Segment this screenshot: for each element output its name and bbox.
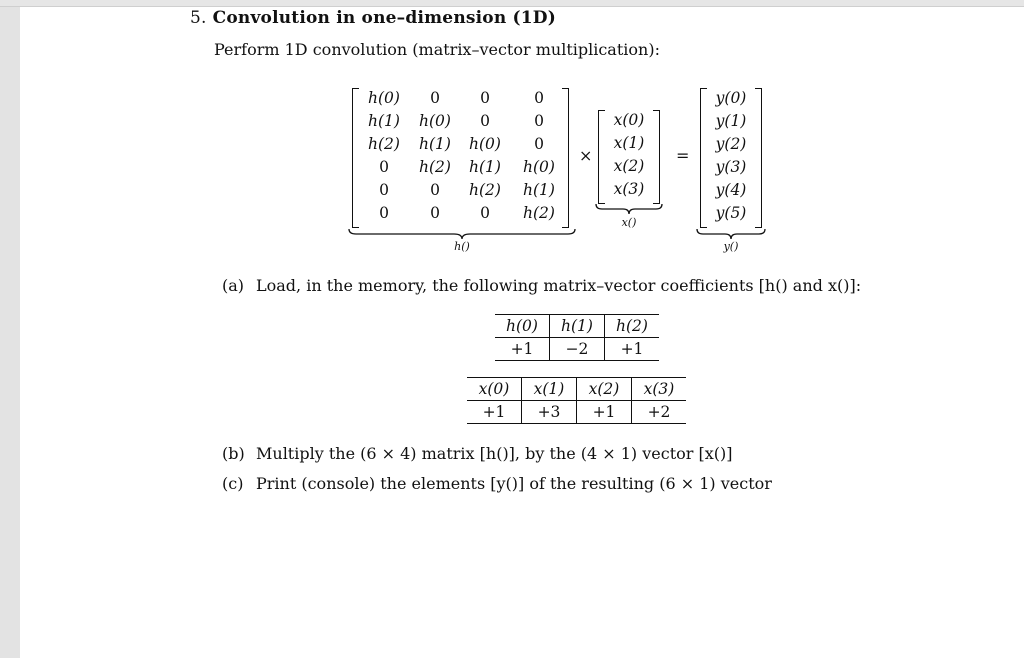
item-b xyxy=(222,444,733,463)
h-matrix-cell: h(2) xyxy=(523,204,555,222)
h-matrix-cell: 0 xyxy=(430,204,440,222)
h-matrix-cell: 0 xyxy=(379,181,389,199)
h-matrix-cell: 0 xyxy=(430,89,440,107)
times-symbol: × xyxy=(579,146,593,165)
h-matrix-cell: h(2) xyxy=(469,181,501,199)
y-underbrace xyxy=(696,228,766,238)
h-matrix-cell: 0 xyxy=(480,112,490,130)
y-label: y() xyxy=(723,240,739,253)
h-matrix-cell: 0 xyxy=(480,89,490,107)
h-matrix-cell: 0 xyxy=(430,181,440,199)
h-matrix-cell: h(0) xyxy=(419,112,451,130)
x-table-value: +2 xyxy=(632,401,687,424)
item-c-text: Print (console) the elements [y()] of the resulting (6 × 1) vector xyxy=(256,474,772,493)
h-matrix-cell: 0 xyxy=(534,112,544,130)
x-table-value: +1 xyxy=(467,401,522,424)
x-table-header-row xyxy=(467,378,686,401)
h-matrix-cell: 0 xyxy=(379,158,389,176)
h-matrix-cell: h(2) xyxy=(368,135,400,153)
x-table-value: +3 xyxy=(522,401,577,424)
y-vector-cell: y(1) xyxy=(715,112,747,130)
h-matrix-cell: h(1) xyxy=(419,135,451,153)
y-vector xyxy=(700,88,762,228)
h-label: h() xyxy=(454,240,470,253)
x-vector xyxy=(598,110,660,204)
h-table-value: +1 xyxy=(495,338,550,361)
x-table-value-row xyxy=(467,401,686,424)
h-matrix-cell: h(1) xyxy=(523,181,555,199)
viewer-top-bar xyxy=(0,0,1024,7)
h-table-header: h(1) xyxy=(550,315,605,338)
y-vector-cell: y(5) xyxy=(715,204,747,222)
problem-intro: Perform 1D convolution (matrix–vector multiplication): xyxy=(214,40,660,59)
item-a-label: (a) xyxy=(222,276,245,295)
problem-title: Convolution in one–dimension (1D) xyxy=(212,8,556,28)
x-underbrace xyxy=(595,203,663,213)
h-matrix-cell: h(0) xyxy=(523,158,555,176)
h-matrix-cell: h(0) xyxy=(368,89,400,107)
x-coefficient-table xyxy=(467,377,686,424)
x-table-value: +1 xyxy=(577,401,632,424)
h-underbrace xyxy=(348,228,576,238)
problem-number: 5. xyxy=(190,8,207,28)
x-table-header: x(3) xyxy=(632,378,687,401)
equals-symbol: = xyxy=(676,146,690,165)
item-c xyxy=(222,474,772,493)
y-vector-cell: y(0) xyxy=(715,89,747,107)
h-table-header-row xyxy=(495,315,659,338)
h-coefficient-table xyxy=(495,314,659,361)
item-a-text: Load, in the memory, the following matrix–vector coefficients [h() and x()]: xyxy=(256,276,862,295)
x-label: x() xyxy=(621,216,637,229)
h-matrix xyxy=(352,88,569,228)
viewer-left-margin xyxy=(0,7,20,658)
x-vector-cell: x(3) xyxy=(613,180,645,198)
h-matrix-cell: 0 xyxy=(379,204,389,222)
x-table-header: x(1) xyxy=(522,378,577,401)
y-vector-cell: y(4) xyxy=(715,181,747,199)
x-vector-cell: x(0) xyxy=(613,111,645,129)
item-b-text: Multiply the (6 × 4) matrix [h()], by the (4 × 1) vector [x()] xyxy=(256,444,733,463)
y-vector-cell: y(3) xyxy=(715,158,747,176)
h-table-value-row xyxy=(495,338,659,361)
h-matrix-cell: 0 xyxy=(534,89,544,107)
h-matrix-cell: h(0) xyxy=(469,135,501,153)
h-matrix-cell: h(2) xyxy=(419,158,451,176)
x-vector-cell: x(1) xyxy=(613,134,645,152)
h-table-value: +1 xyxy=(605,338,660,361)
item-c-label: (c) xyxy=(222,474,244,493)
h-matrix-cell: h(1) xyxy=(368,112,400,130)
problem-heading xyxy=(190,8,556,28)
h-matrix-cell: h(1) xyxy=(469,158,501,176)
h-matrix-cell: 0 xyxy=(534,135,544,153)
x-table-header: x(2) xyxy=(577,378,632,401)
x-table-header: x(0) xyxy=(467,378,522,401)
item-a xyxy=(222,276,861,295)
x-vector-cell: x(2) xyxy=(613,157,645,175)
y-vector-cell: y(2) xyxy=(715,135,747,153)
item-b-label: (b) xyxy=(222,444,245,463)
h-table-header: h(0) xyxy=(495,315,550,338)
h-matrix-cell: 0 xyxy=(480,204,490,222)
h-table-header: h(2) xyxy=(605,315,660,338)
h-table-value: −2 xyxy=(550,338,605,361)
